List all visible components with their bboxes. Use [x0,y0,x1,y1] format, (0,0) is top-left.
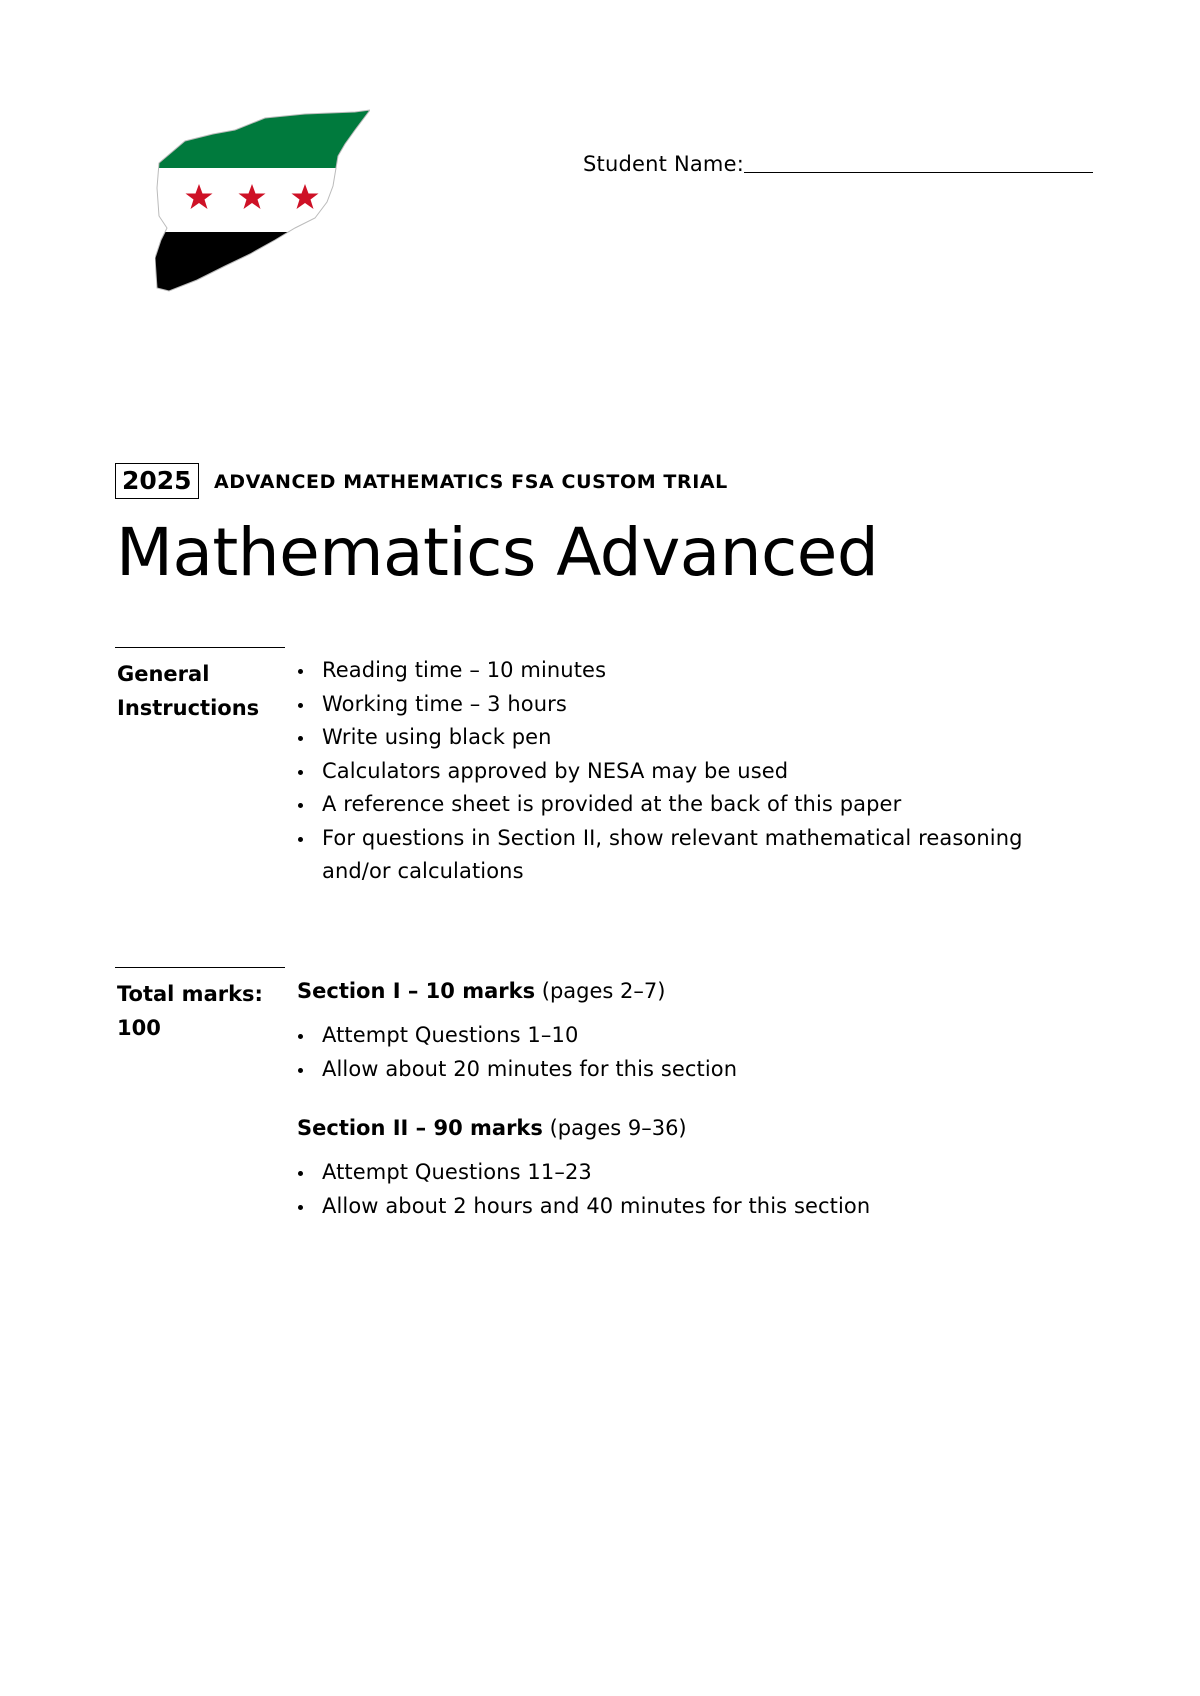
section-1-heading: Section I – 10 marks (pages 2–7) [297,979,666,1003]
general-instructions-label: General Instructions [117,662,260,720]
list-item: For questions in Section II, show relevant mathematical reasoning and/or calculations [297,822,1077,889]
divider [115,647,285,648]
section-2-heading: Section II – 90 marks (pages 9–36) [297,1116,687,1140]
section-2-list [297,1156,1077,1223]
total-marks-label: Total marks: 100 [117,977,263,1045]
list-item: Allow about 2 hours and 40 minutes for this section [297,1190,1077,1224]
exam-year-badge: 2025 [115,463,199,499]
flag-map-logo [155,108,370,293]
student-name-field[interactable] [744,172,1093,173]
list-item: Reading time – 10 minutes [297,654,1077,688]
list-item: Attempt Questions 1–10 [297,1019,1077,1053]
list-item: Attempt Questions 11–23 [297,1156,1077,1190]
section-1-list [297,1019,1077,1086]
divider [115,967,285,968]
general-instructions-list [297,654,1077,889]
student-name-label: Student Name: [583,152,744,176]
exam-label: ADVANCED MATHEMATICS FSA CUSTOM TRIAL [214,471,728,493]
page-title: Mathematics Advanced [116,514,879,591]
list-item: Allow about 20 minutes for this section [297,1053,1077,1087]
list-item: Calculators approved by NESA may be used [297,755,1077,789]
list-item: A reference sheet is provided at the back of this paper [297,788,1077,822]
list-item: Write using black pen [297,721,1077,755]
list-item: Working time – 3 hours [297,688,1077,722]
total-marks-value: 100 [117,1016,161,1040]
